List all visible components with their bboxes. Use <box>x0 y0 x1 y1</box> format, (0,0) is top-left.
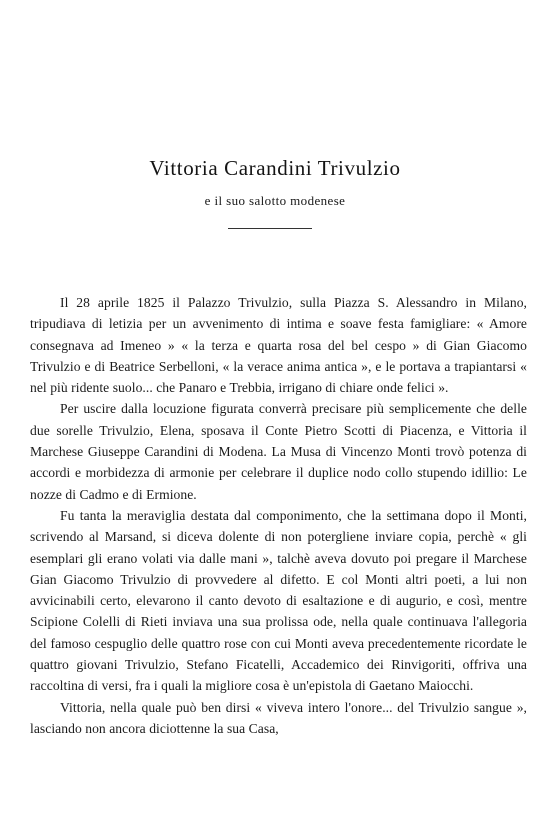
paragraph-4: Vittoria, nella quale può ben dirsi « viveva intero l'onore... del Trivulzio sangue », lasciando non ancora diciottenne la sua Casa, <box>30 699 527 736</box>
chapter-subtitle: e il suo salotto modenese <box>204 193 346 208</box>
paragraph-2: Per uscire dalla locuzione figurata converrà precisare più semplicemente che delle due sorelle Trivulzio, Elena, sposava il Conte Pietro Scotti di Piacenza, e Vittoria il Marchese Giuseppe Carandini di Modena. La Musa di Vincenzo Monti trovò potenza di accordi e morbidezza di armonie per celebrare il duplice nodo collo stupendo idillio: Le nozze di Cadmo e di Ermione. <box>30 401 527 502</box>
chapter-title: Vittoria Carandini Trivulzio <box>149 156 401 180</box>
body-text <box>30 292 527 739</box>
title-divider <box>228 228 312 229</box>
paragraph-3: Fu tanta la meraviglia destata dal componimento, che la settimana dopo il Monti, scrivendo al Marsand, si diceva dolente di non potergliene inviare copia, perchè « gli esemplari gli erano volati via dalle mani », talchè aveva dovuto poi pregare il Marchese Gian Giacomo Trivulzio di provvedere al difetto. E col Monti altri poeti, a lui non avvicinabili certo, elevarono il canto devoto di esaltazione e di augurio, e così, mentre Scipione Colelli di Rieti inviava una sua prolissa ode, nella quale continuava l'allegoria del famoso cespuglio delle quattro rose con cui Monti aveva precedentemente ricordate le quattro giovani Trivulzio, Stefano Ficatelli, Accademico dei Rinvigoriti, offriva una raccoltina di versi, fra i quali la migliore cosa è un'epistola di Gaetano Maiocchi. <box>30 507 527 694</box>
paragraph-1: Il 28 aprile 1825 il Palazzo Trivulzio, sulla Piazza S. Alessandro in Milano, tripudiava di letizia per un avvenimento di intima e soave festa famigliare: « Amore consegnava ad Imeneo » « la terza e quarta rosa del bel cespo » di Gian Giacomo Trivulzio e di Beatrice Serbelloni, « la verace anima antica », e le portava a trapiantarsi « nel più ridente suolo... che Panaro e Trebbia, irrigano di chiare onde felici ». <box>30 295 527 396</box>
